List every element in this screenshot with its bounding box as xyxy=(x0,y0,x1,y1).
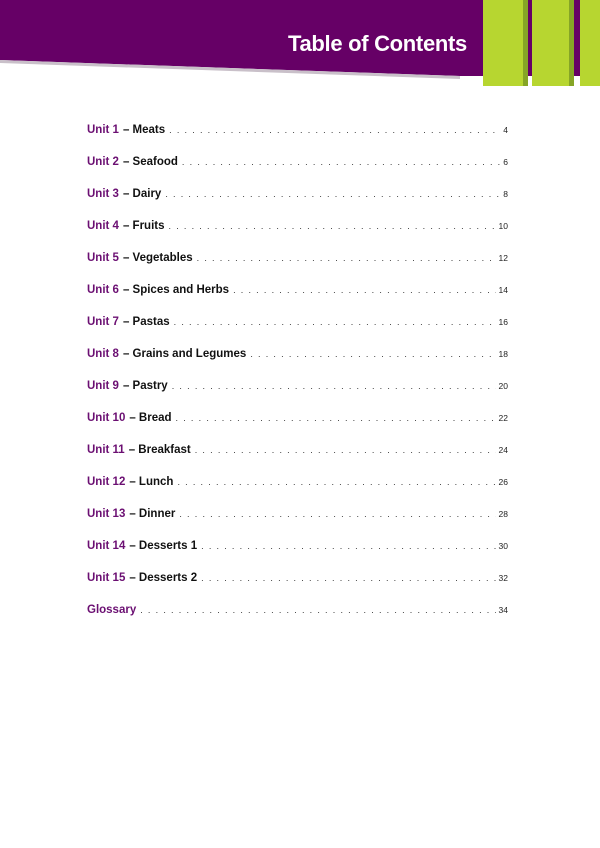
dot-leader xyxy=(179,509,495,519)
toc-entry[interactable] xyxy=(87,156,508,188)
toc-page-number: 4 xyxy=(503,125,508,135)
dot-leader xyxy=(140,605,495,615)
toc-entry-title: – Fruits xyxy=(122,220,165,232)
toc-entry-title: – Seafood xyxy=(122,156,178,168)
toc-unit-label: Unit 7 xyxy=(87,316,119,328)
toc-page-number: 24 xyxy=(498,445,508,455)
table-of-contents xyxy=(87,124,508,636)
toc-page-number: 18 xyxy=(498,349,508,359)
toc-unit-label: Unit 2 xyxy=(87,156,119,168)
toc-entry-title: – Bread xyxy=(129,412,172,424)
toc-unit-label: Unit 5 xyxy=(87,252,119,264)
toc-page-number: 32 xyxy=(498,573,508,583)
toc-entry[interactable] xyxy=(87,412,508,444)
toc-unit-label: Unit 12 xyxy=(87,476,126,488)
toc-page-number: 16 xyxy=(498,317,508,327)
toc-entry[interactable] xyxy=(87,572,508,604)
toc-entry[interactable] xyxy=(87,316,508,348)
toc-entry[interactable] xyxy=(87,380,508,412)
toc-entry[interactable] xyxy=(87,348,508,380)
green-tab-1-edge xyxy=(523,0,528,86)
toc-entry[interactable] xyxy=(87,252,508,284)
toc-page-number: 8 xyxy=(503,189,508,199)
toc-page-number: 14 xyxy=(498,285,508,295)
toc-entry[interactable] xyxy=(87,188,508,220)
dot-leader xyxy=(172,381,496,391)
dot-leader xyxy=(201,541,495,551)
toc-entry-title: – Desserts 1 xyxy=(129,540,198,552)
toc-unit-label: Unit 9 xyxy=(87,380,119,392)
dot-leader xyxy=(195,445,496,455)
header-banner xyxy=(0,0,600,90)
toc-unit-label: Unit 3 xyxy=(87,188,119,200)
toc-entry-title: – Pastas xyxy=(122,316,170,328)
toc-unit-label: Unit 14 xyxy=(87,540,126,552)
toc-page-number: 12 xyxy=(498,253,508,263)
dot-leader xyxy=(233,285,495,295)
toc-entry-title: – Dinner xyxy=(129,508,176,520)
toc-page-number: 20 xyxy=(498,381,508,391)
dot-leader xyxy=(174,317,496,327)
toc-page-number: 30 xyxy=(498,541,508,551)
toc-unit-label: Unit 4 xyxy=(87,220,119,232)
toc-unit-label: Unit 10 xyxy=(87,412,126,424)
green-tab-2-edge xyxy=(569,0,574,86)
dot-leader xyxy=(197,253,496,263)
toc-unit-label: Glossary xyxy=(87,604,137,616)
toc-unit-label: Unit 6 xyxy=(87,284,119,296)
green-tab-1 xyxy=(483,0,528,86)
toc-page-number: 34 xyxy=(498,605,508,615)
toc-entry-title: – Vegetables xyxy=(122,252,193,264)
toc-entry[interactable] xyxy=(87,540,508,572)
green-tab-3 xyxy=(580,0,600,86)
toc-entry-title: – Spices and Herbs xyxy=(122,284,230,296)
toc-entry-title: – Breakfast xyxy=(128,444,191,456)
toc-unit-label: Unit 15 xyxy=(87,572,126,584)
toc-entry[interactable] xyxy=(87,284,508,316)
toc-unit-label: Unit 13 xyxy=(87,508,126,520)
dot-leader xyxy=(169,221,496,231)
toc-entry[interactable] xyxy=(87,604,508,636)
page-title: Table of Contents xyxy=(287,31,467,56)
toc-page-number: 22 xyxy=(498,413,508,423)
dot-leader xyxy=(201,573,495,583)
toc-entry-title: – Dairy xyxy=(122,188,162,200)
toc-entry-title: – Meats xyxy=(122,124,166,136)
toc-entry-title: – Grains and Legumes xyxy=(122,348,247,360)
toc-entry-title: – Lunch xyxy=(129,476,174,488)
dot-leader xyxy=(182,157,500,167)
toc-entry[interactable] xyxy=(87,508,508,540)
dot-leader xyxy=(250,349,495,359)
toc-entry-title: – Pastry xyxy=(122,380,168,392)
dot-leader xyxy=(165,189,500,199)
toc-entry[interactable] xyxy=(87,476,508,508)
toc-entry[interactable] xyxy=(87,444,508,476)
dot-leader xyxy=(176,413,496,423)
dot-leader xyxy=(177,477,495,487)
green-tab-2 xyxy=(532,0,574,86)
toc-unit-label: Unit 1 xyxy=(87,124,119,136)
toc-entry-title: – Desserts 2 xyxy=(129,572,198,584)
toc-entry[interactable] xyxy=(87,124,508,156)
toc-page-number: 26 xyxy=(498,477,508,487)
toc-page-number: 6 xyxy=(503,157,508,167)
toc-entry[interactable] xyxy=(87,220,508,252)
toc-unit-label: Unit 11 xyxy=(87,444,125,456)
toc-page-number: 10 xyxy=(498,221,508,231)
toc-page-number: 28 xyxy=(498,509,508,519)
dot-leader xyxy=(169,125,500,135)
toc-unit-label: Unit 8 xyxy=(87,348,119,360)
